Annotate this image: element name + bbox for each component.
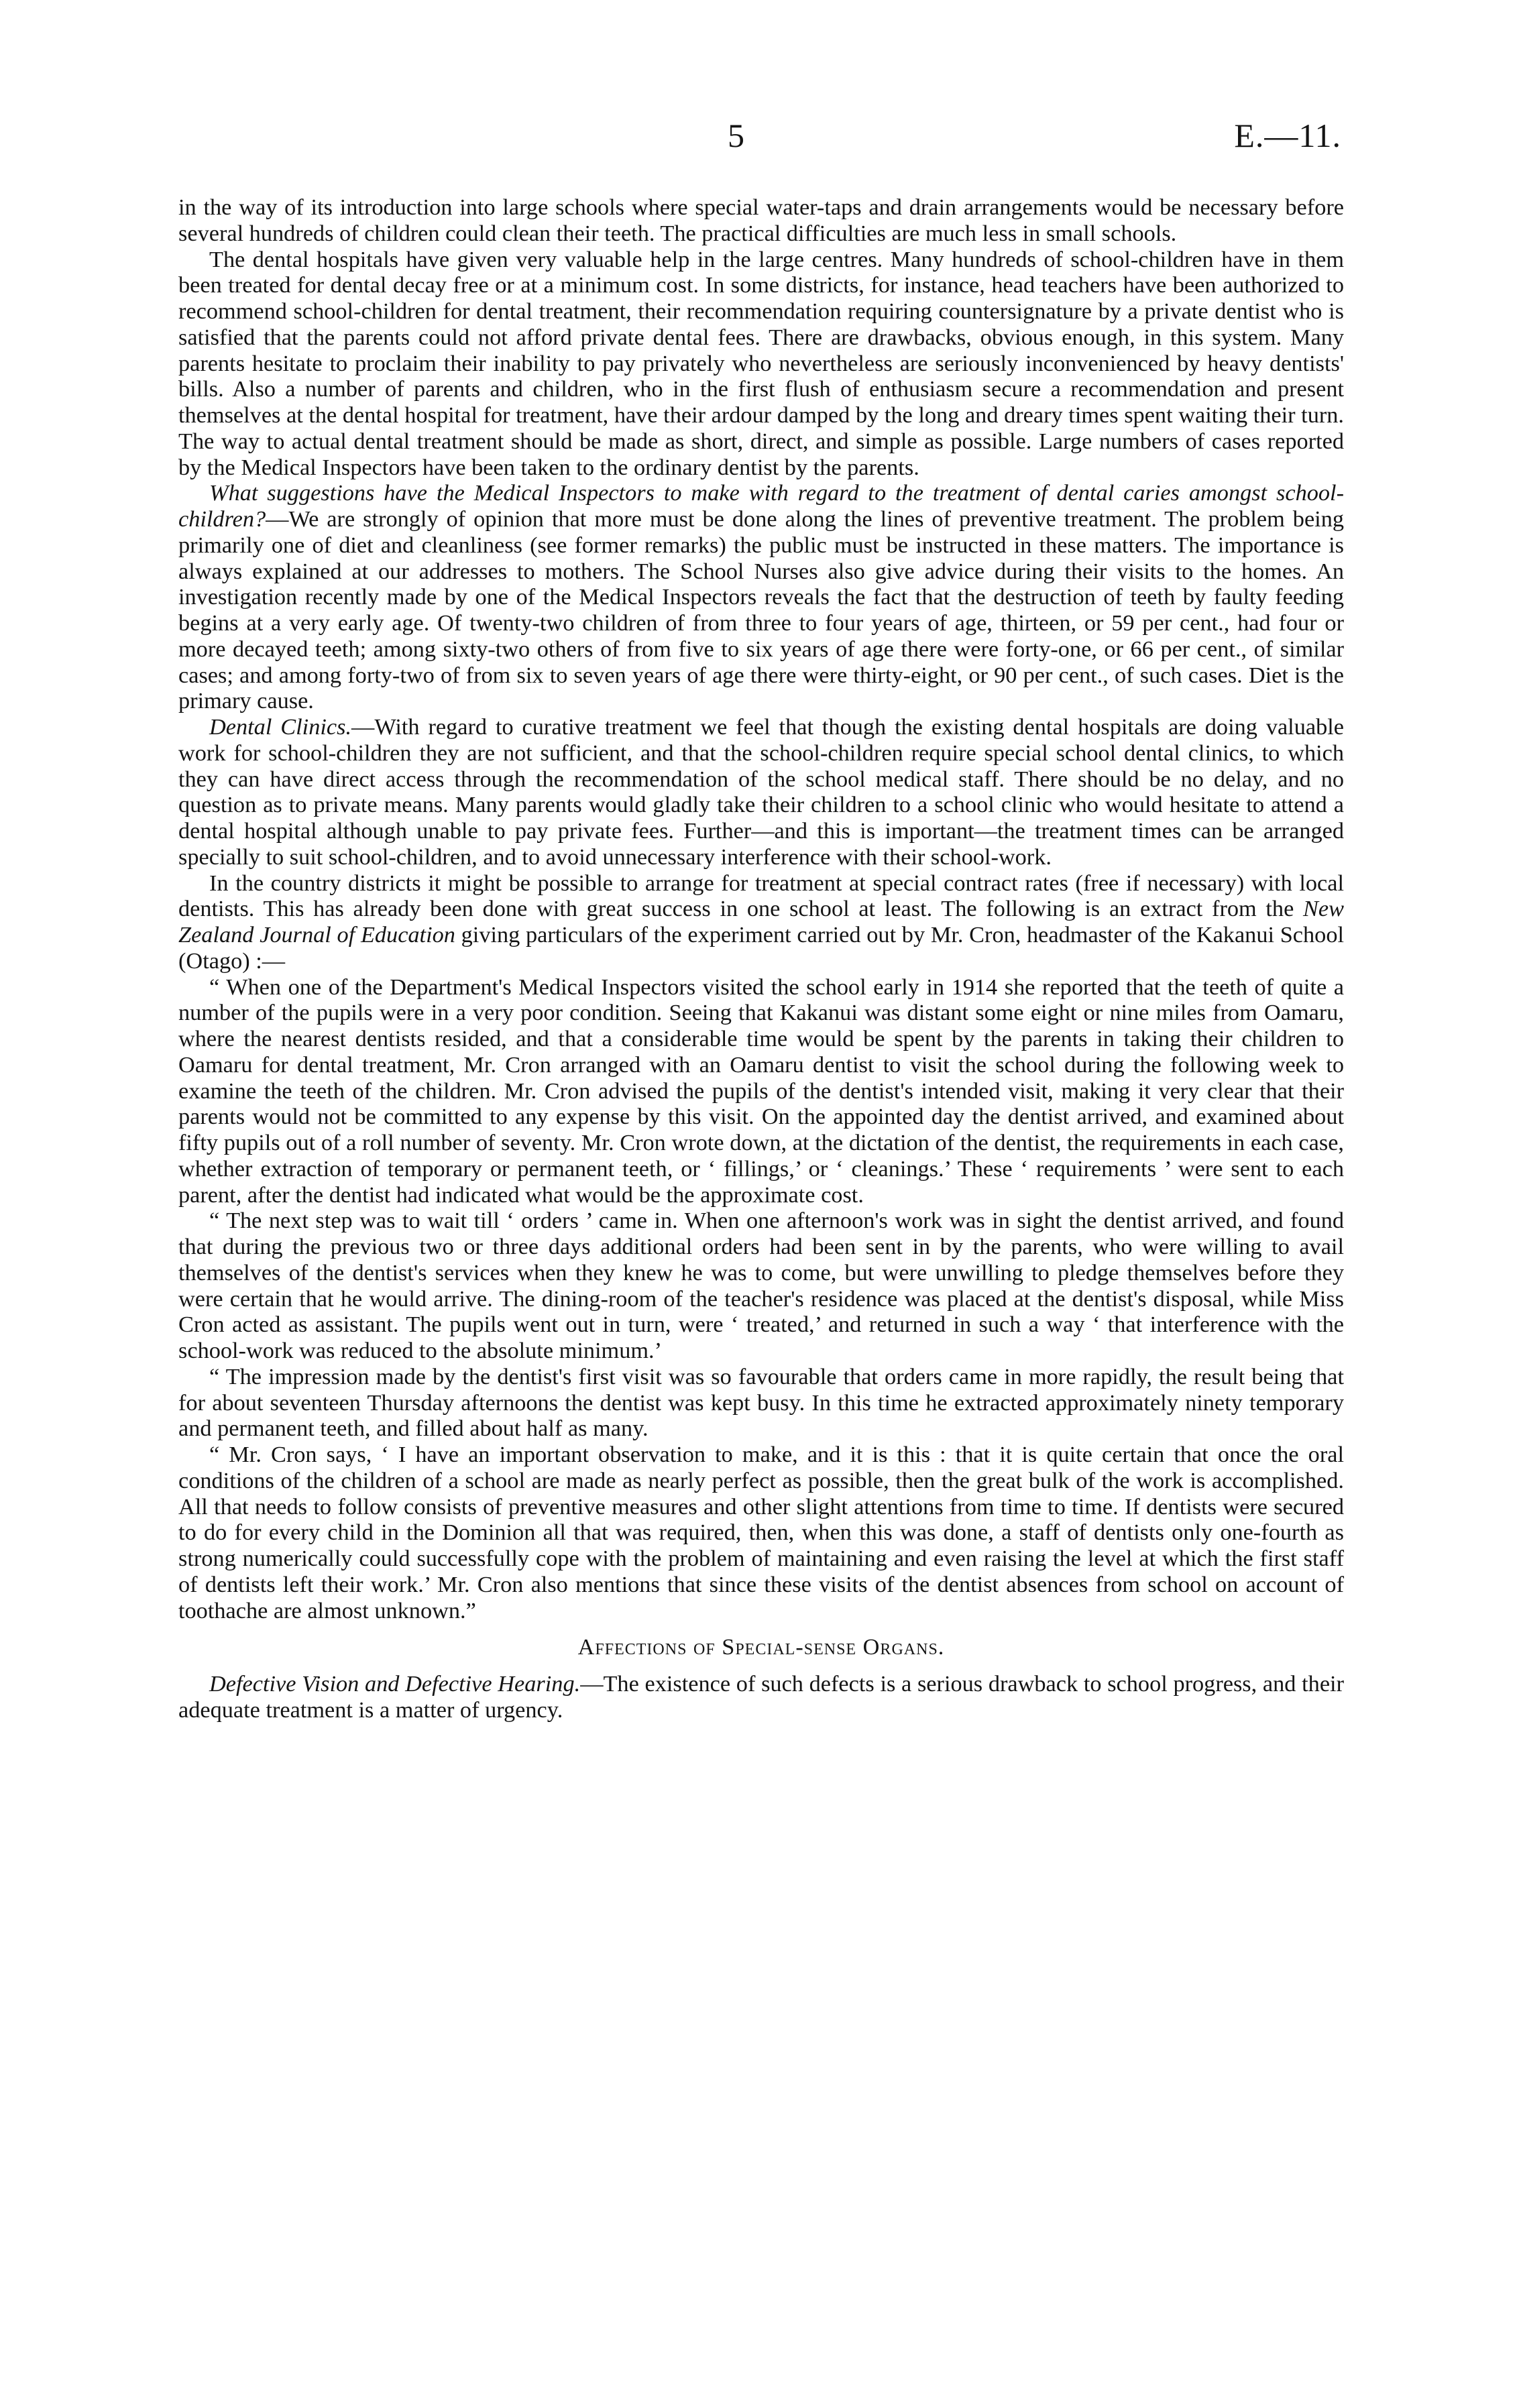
- paragraph-lead-italic: What suggestions have the Medical Inspectors to make with regard to the treatment of dental caries amongst school-children?: [178, 480, 1344, 532]
- quote-paragraph: “ When one of the Department's Medical Inspectors visited the school early in 1914 she reported that the teeth of quite a number of the pupils were in a very poor condition. Seeing that Kakanui was distant some eight or nine miles from Oamaru, where the nearest dentists resided, and that a considerable time would be spent by the parents in taking their children to Oamaru for dental treatment, Mr. Cron arranged with an Oamaru dentist to visit the school during the following week to examine the teeth of the children. Mr. Cron advised the pupils of the dentist's intended visit, making it very clear that their parents would not be committed to any expense by this visit. On the appointed day the dentist arrived, and examined about fifty pupils out of a roll number of seventy. Mr. Cron wrote down, at the dictation of the dentist, the requirements in each case, whether extraction of temporary or permanent teeth, or ‘ fillings,’ or ‘ cleanings.’ These ‘ requirements ’ were sent to each parent, after the dentist had indicated what would be the approximate cost.: [178, 974, 1344, 1208]
- paragraph-text: giving particulars of the experiment carried out by Mr. Cron, headmaster of the Kakanui School (Otago) :—: [178, 922, 1344, 974]
- paragraph-text: In the country districts it might be possible to arrange for treatment at special contract rates (free if necessary) with local dentists. This has already been done with great success in one school at least. The following is an extract from the: [178, 870, 1344, 922]
- paragraph-defective-vision: [178, 1671, 1344, 1723]
- quote-paragraph: “ Mr. Cron says, ‘ I have an important observation to make, and it is this : that it is quite certain that once the oral conditions of the children of a school are made as nearly perfect as possible, then the great bulk of the work is accomplished. All that needs to follow consists of preventive measures and other slight attentions from time to time. If dentists were secured to do for every child in the Dominion all that was required, then, when this was done, a staff of dentists only one-fourth as strong numerically could successfully cope with the problem of maintaining and even raising the level at which the first staff of dentists left their work.’ Mr. Cron also mentions that since these visits of the dentist absences from school on account of toothache are almost unknown.”: [178, 1442, 1344, 1623]
- paragraph-dental-clinics: [178, 714, 1344, 870]
- paragraph-text: —The existence of such defects is a serious drawback to school progress, and their adequate treatment is a matter of urgency.: [178, 1671, 1345, 1723]
- paragraph-text: —We are strongly of opinion that more must be done along the lines of preventive treatment. The problem being primarily one of diet and cleanliness (see former remarks) the public must be instructed in these matters. The importance is always explained at our addresses to mothers. The School Nurses also give advice during their visits to the homes. An investigation recently made by one of the Medical Inspectors reveals the fact that the destruction of teeth by faulty feeding begins at a very early age. Of twenty-two children of from three to four years of age, thirteen, or 59 per cent., had four or more decayed teeth; among sixty-two others of from five to six years of age there were forty-one, or 66 per cent., of similar cases; and among forty-two of from six to seven years of age there were thirty-eight, or 90 per cent., of such cases. Diet is the primary cause.: [178, 506, 1344, 714]
- document-reference: E.—11.: [1234, 117, 1341, 154]
- quote-paragraph: “ The next step was to wait till ‘ orders ’ came in. When one afternoon's work was in sight the dentist arrived, and found that during the previous two or three days additional orders had been sent in by the parents, who were willing to avail themselves of the dentist's services when they knew he was to come, but were unwilling to pledge themselves before they were certain that he would arrive. The dining-room of the teacher's residence was placed at the dentist's disposal, while Miss Cron acted as assistant. The pupils went out in turn, were ‘ treated,’ and returned in such a way ‘ that interference with the school-work was reduced to the absolute minimum.’: [178, 1208, 1344, 1363]
- paragraph-country-districts: [178, 870, 1344, 974]
- paragraph-dental-hospitals: The dental hospitals have given very valuable help in the large centres. Many hundreds of school-children have in them been treated for dental decay free or at a minimum cost. In some districts, for instance, head teachers have been authorized to recommend school-children for dental treatment, their recommendation requiring countersignature by a private dentist who is satisfied that the parents could not afford private dental fees. There are drawbacks, obvious enough, in this system. Many parents hesitate to proclaim their inability to pay privately who nevertheless are seriously inconvenienced by heavy dentists' bills. Also a number of parents and children, who in the first flush of enthusiasm secure a recommendation and present themselves at the dental hospital for treatment, have their ardour damped by the long and dreary times spent waiting their turn. The way to actual dental treatment should be made as short, direct, and simple as possible. Large numbers of cases reported by the Medical Inspectors have been taken to the ordinary dentist by the parents.: [178, 246, 1344, 480]
- paragraph-lead-italic: Defective Vision and Defective Hearing.: [209, 1671, 581, 1697]
- quote-paragraph: “ The impression made by the dentist's first visit was so favourable that orders came in more rapidly, the result being that for about seventeen Thursday afternoons the dentist was kept busy. In this time he extracted approximately ninety temporary and permanent teeth, and filled about half as many.: [178, 1363, 1344, 1442]
- section-heading: Affections of Special-sense Organs.: [577, 1634, 945, 1660]
- journal-title: New Zealand Journal of Education: [178, 896, 1344, 948]
- paragraph-text: —With regard to curative treatment we feel that though the existing dental hospitals are doing valuable work for school-children they are not sufficient, and that the school-children require special school dental clinics, to which they can have direct access through the recommendation of the school medical staff. There should be no delay, and no question as to private means. Many parents would gladly take their children to a school clinic who would hesitate to attend a dental hospital although unable to pay private fees. Further—and this is important—the treatment times can be arranged specially to suit school-children, and to avoid unnecessary interference with their school-work.: [178, 714, 1344, 870]
- paragraph-continuation: in the way of its introduction into large schools where special water-taps and drain arrangements would be necessary before several hundreds of children could clean their teeth. The practical difficulties are much less in small schools.: [178, 194, 1344, 246]
- document-body: [178, 194, 1344, 1723]
- paragraph-suggestions: [178, 480, 1344, 714]
- page-number: 5: [728, 117, 744, 154]
- paragraph-lead-italic: Dental Clinics.: [209, 714, 352, 740]
